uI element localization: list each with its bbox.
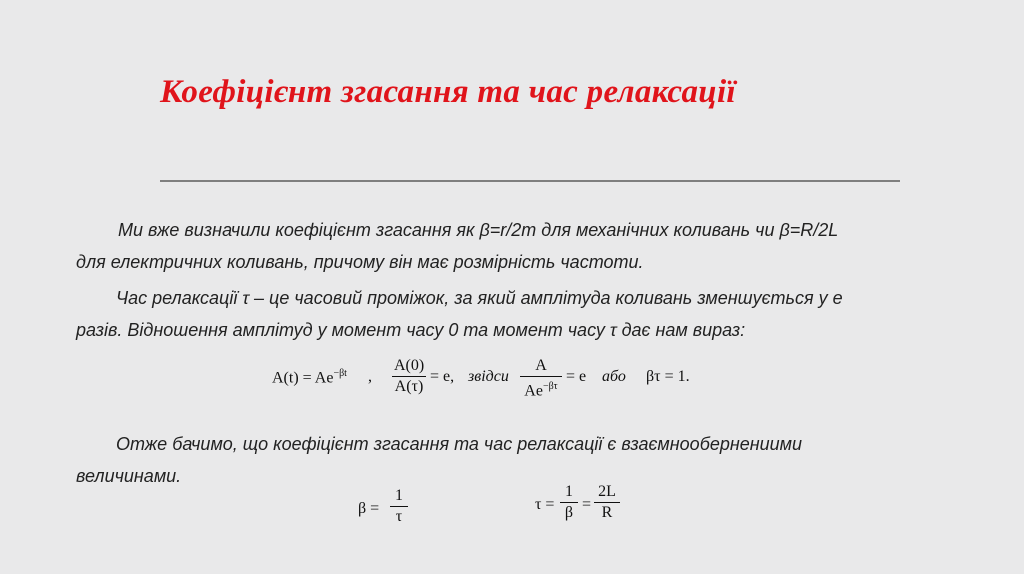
formula-word-zvidsy: звідси [468, 368, 509, 385]
formula-equals: = [582, 496, 592, 513]
fraction-numerator: A(0) [392, 356, 426, 377]
formula-beta-label: β = [358, 500, 380, 517]
formula-separator: , [368, 368, 372, 385]
fraction-amplitude-ratio [392, 356, 426, 397]
paragraph-line: разів. Відношення амплітуд у момент часу 0 та момент часу τ дає нам вираз: [76, 320, 746, 340]
formula-equals-e: = e, [430, 368, 455, 385]
title-divider [160, 180, 900, 182]
formula-exponent: −βt [333, 368, 347, 379]
fraction-denominator [520, 377, 562, 401]
fraction-numerator: 1 [390, 486, 408, 507]
fraction-numerator: 1 [560, 482, 578, 503]
paragraph-line: Ми вже визначили коефіцієнт згасання як β=r/2m для механічних коливань чи β=R/2L [118, 220, 839, 240]
fraction-one-over-beta [560, 482, 578, 523]
fraction-a-over-ae [520, 356, 562, 401]
paragraph-line: Час релаксації τ – це часовий проміжок, за який амплітуда коливань зменшується у е [116, 288, 843, 308]
fraction-denominator: β [564, 504, 574, 521]
formula-result: βτ = 1. [646, 368, 690, 385]
formula-text: A(t) = Ae [272, 369, 334, 387]
formula-tau-label: τ = [535, 496, 555, 513]
formula-equals-e2: = e [566, 368, 587, 385]
fraction-denominator: R [601, 504, 613, 521]
fraction-one-over-tau [390, 486, 408, 527]
formula-exponent: −βτ [542, 381, 558, 392]
fraction-numerator: A [520, 356, 562, 377]
fraction-denominator: τ [395, 508, 403, 525]
fraction-numerator: 2L [594, 482, 620, 503]
slide-title: Коефіцієнт згасання та час релаксації [160, 74, 736, 110]
formula-word-abo: або [602, 368, 626, 385]
paragraph-line: для електричних коливань, причому він має розмірність частоти. [76, 252, 644, 272]
fraction-2l-over-r [594, 482, 620, 523]
paragraph-line: Отже бачимо, що коефіцієнт згасання та час релаксації є взаємнообернениими [116, 434, 803, 454]
formula-amplitude [272, 368, 347, 387]
paragraph-line: величинами. [76, 466, 182, 486]
paragraph-damping-definition [76, 214, 936, 278]
fraction-denominator: A(τ) [394, 378, 424, 395]
fraction-denominator-text: Ae [524, 382, 543, 400]
paragraph-relaxation-time [76, 282, 936, 346]
paragraph-conclusion [76, 428, 936, 492]
